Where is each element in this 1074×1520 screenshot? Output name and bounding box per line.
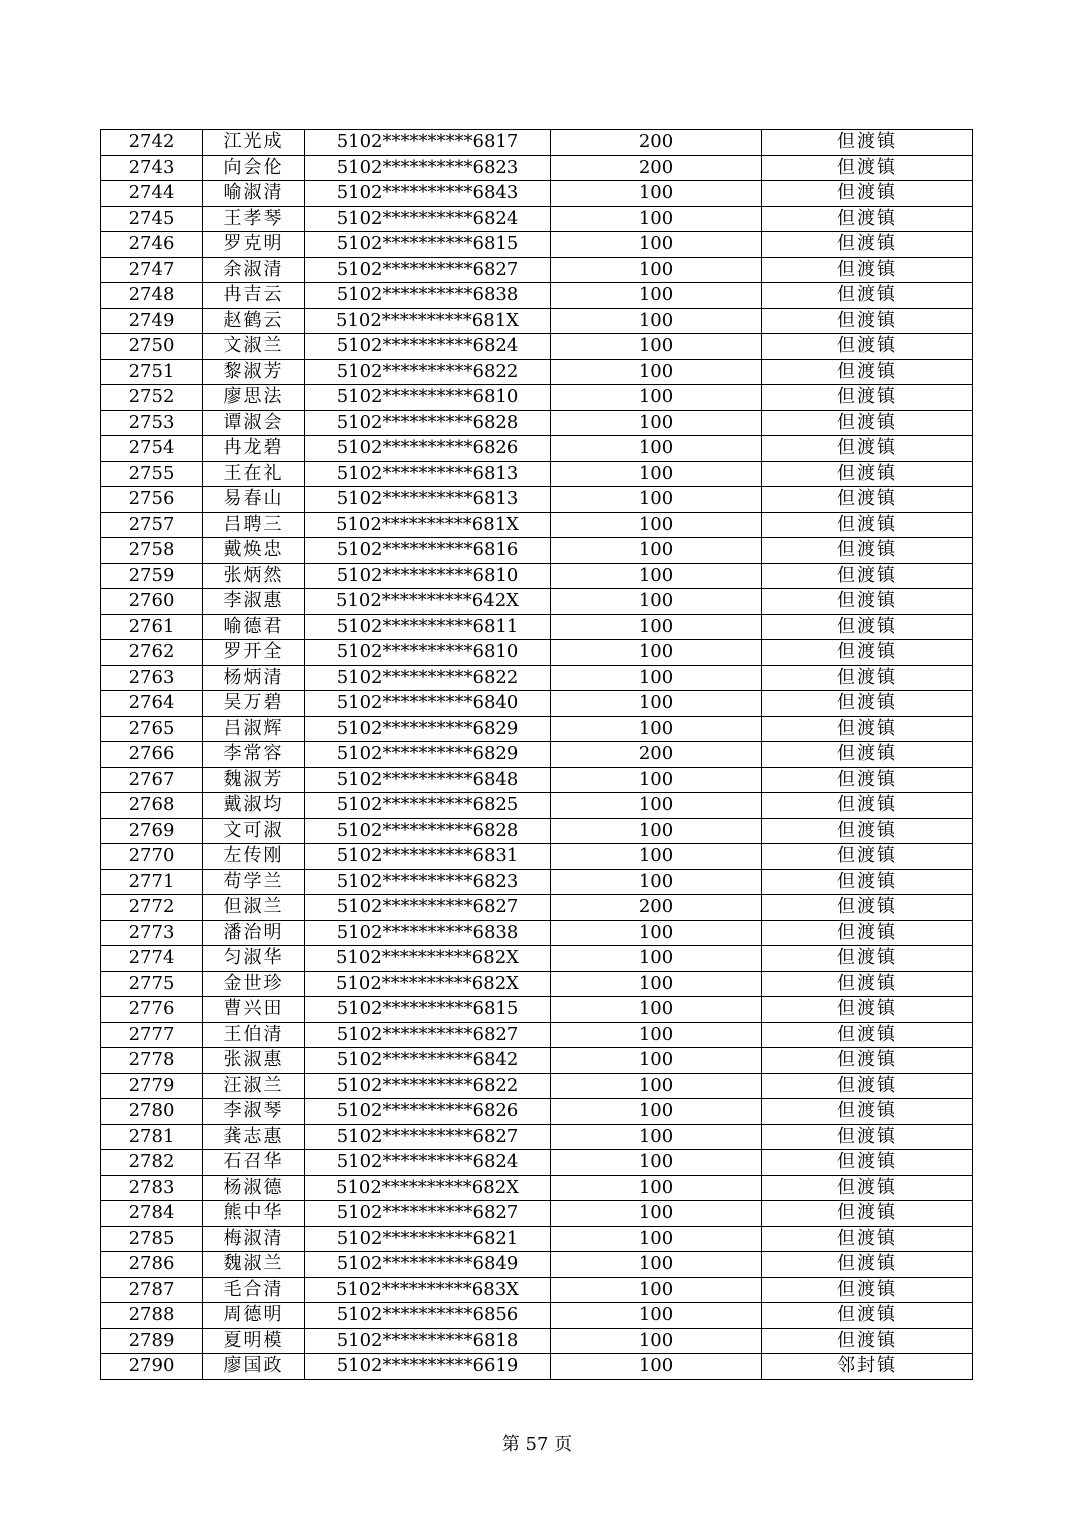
name-cell: 喻淑清	[203, 181, 305, 207]
name-cell: 冉吉云	[203, 283, 305, 309]
id-number-cell: 5102**********682X	[305, 1175, 551, 1201]
town-cell: 邻封镇	[762, 1354, 973, 1380]
id-number-cell: 5102**********6810	[305, 640, 551, 666]
amount-cell: 100	[551, 1354, 762, 1380]
amount-cell: 100	[551, 410, 762, 436]
serial-cell: 2745	[101, 206, 203, 232]
table-row	[101, 742, 973, 768]
serial-cell: 2776	[101, 997, 203, 1023]
town-cell: 但渡镇	[762, 946, 973, 972]
amount-cell: 100	[551, 793, 762, 819]
serial-cell: 2772	[101, 895, 203, 921]
amount-cell: 100	[551, 818, 762, 844]
serial-cell: 2753	[101, 410, 203, 436]
name-cell: 谭淑会	[203, 410, 305, 436]
table-row	[101, 487, 973, 513]
table-row	[101, 181, 973, 207]
table-row	[101, 793, 973, 819]
name-cell: 周德明	[203, 1303, 305, 1329]
serial-cell: 2759	[101, 563, 203, 589]
serial-cell: 2747	[101, 257, 203, 283]
amount-cell: 100	[551, 1201, 762, 1227]
amount-cell: 100	[551, 461, 762, 487]
town-cell: 但渡镇	[762, 1277, 973, 1303]
name-cell: 戴淑均	[203, 793, 305, 819]
amount-cell: 100	[551, 691, 762, 717]
name-cell: 匀淑华	[203, 946, 305, 972]
town-cell: 但渡镇	[762, 1201, 973, 1227]
serial-cell: 2777	[101, 1022, 203, 1048]
id-number-cell: 5102**********682X	[305, 971, 551, 997]
town-cell: 但渡镇	[762, 895, 973, 921]
amount-cell: 100	[551, 997, 762, 1023]
town-cell: 但渡镇	[762, 130, 973, 156]
serial-cell: 2750	[101, 334, 203, 360]
id-number-cell: 5102**********642X	[305, 589, 551, 615]
serial-cell: 2769	[101, 818, 203, 844]
amount-cell: 100	[551, 1277, 762, 1303]
id-number-cell: 5102**********6827	[305, 1201, 551, 1227]
town-cell: 但渡镇	[762, 767, 973, 793]
name-cell: 黎淑芳	[203, 359, 305, 385]
id-number-cell: 5102**********683X	[305, 1277, 551, 1303]
id-number-cell: 5102**********6822	[305, 359, 551, 385]
table-row	[101, 640, 973, 666]
serial-cell: 2752	[101, 385, 203, 411]
amount-cell: 100	[551, 334, 762, 360]
serial-cell: 2773	[101, 920, 203, 946]
serial-cell: 2763	[101, 665, 203, 691]
amount-cell: 100	[551, 1226, 762, 1252]
name-cell: 潘治明	[203, 920, 305, 946]
serial-cell: 2754	[101, 436, 203, 462]
page-number: 第 57 页	[501, 1434, 573, 1455]
name-cell: 冉龙碧	[203, 436, 305, 462]
name-cell: 易春山	[203, 487, 305, 513]
town-cell: 但渡镇	[762, 232, 973, 258]
name-cell: 金世珍	[203, 971, 305, 997]
amount-cell: 100	[551, 1150, 762, 1176]
name-cell: 文可淑	[203, 818, 305, 844]
amount-cell: 100	[551, 869, 762, 895]
serial-cell: 2751	[101, 359, 203, 385]
serial-cell: 2770	[101, 844, 203, 870]
table-row	[101, 1303, 973, 1329]
amount-cell: 100	[551, 538, 762, 564]
id-number-cell: 5102**********6822	[305, 665, 551, 691]
town-cell: 但渡镇	[762, 334, 973, 360]
id-number-cell: 5102**********6842	[305, 1048, 551, 1074]
table-row	[101, 1201, 973, 1227]
table-row	[101, 1328, 973, 1354]
name-cell: 戴焕忠	[203, 538, 305, 564]
table-row	[101, 385, 973, 411]
town-cell: 但渡镇	[762, 971, 973, 997]
amount-cell: 100	[551, 257, 762, 283]
table-row	[101, 971, 973, 997]
serial-cell: 2790	[101, 1354, 203, 1380]
table-row	[101, 997, 973, 1023]
amount-cell: 100	[551, 436, 762, 462]
id-number-cell: 5102**********6831	[305, 844, 551, 870]
town-cell: 但渡镇	[762, 665, 973, 691]
table-row	[101, 920, 973, 946]
town-cell: 但渡镇	[762, 818, 973, 844]
serial-cell: 2783	[101, 1175, 203, 1201]
town-cell: 但渡镇	[762, 793, 973, 819]
serial-cell: 2768	[101, 793, 203, 819]
amount-cell: 200	[551, 130, 762, 156]
serial-cell: 2761	[101, 614, 203, 640]
id-number-cell: 5102**********6823	[305, 869, 551, 895]
serial-cell: 2787	[101, 1277, 203, 1303]
name-cell: 吕聘三	[203, 512, 305, 538]
amount-cell: 100	[551, 232, 762, 258]
town-cell: 但渡镇	[762, 512, 973, 538]
name-cell: 但淑兰	[203, 895, 305, 921]
serial-cell: 2755	[101, 461, 203, 487]
id-number-cell: 5102**********6827	[305, 1022, 551, 1048]
table-row	[101, 767, 973, 793]
town-cell: 但渡镇	[762, 563, 973, 589]
town-cell: 但渡镇	[762, 716, 973, 742]
id-number-cell: 5102**********6824	[305, 1150, 551, 1176]
town-cell: 但渡镇	[762, 436, 973, 462]
town-cell: 但渡镇	[762, 1124, 973, 1150]
name-cell: 石召华	[203, 1150, 305, 1176]
amount-cell: 100	[551, 614, 762, 640]
table-row	[101, 869, 973, 895]
id-number-cell: 5102**********6815	[305, 232, 551, 258]
name-cell: 杨炳清	[203, 665, 305, 691]
serial-cell: 2765	[101, 716, 203, 742]
table-row	[101, 130, 973, 156]
serial-cell: 2786	[101, 1252, 203, 1278]
serial-cell: 2746	[101, 232, 203, 258]
name-cell: 李常容	[203, 742, 305, 768]
amount-cell: 100	[551, 181, 762, 207]
town-cell: 但渡镇	[762, 410, 973, 436]
id-number-cell: 5102**********6829	[305, 716, 551, 742]
id-number-cell: 5102**********6838	[305, 920, 551, 946]
name-cell: 梅淑清	[203, 1226, 305, 1252]
name-cell: 喻德君	[203, 614, 305, 640]
town-cell: 但渡镇	[762, 1175, 973, 1201]
town-cell: 但渡镇	[762, 1022, 973, 1048]
amount-cell: 100	[551, 1303, 762, 1329]
table-row	[101, 1252, 973, 1278]
town-cell: 但渡镇	[762, 1252, 973, 1278]
table-row	[101, 1226, 973, 1252]
id-number-cell: 5102**********6829	[305, 742, 551, 768]
amount-cell: 100	[551, 1124, 762, 1150]
serial-cell: 2781	[101, 1124, 203, 1150]
name-cell: 龚志惠	[203, 1124, 305, 1150]
name-cell: 王在礼	[203, 461, 305, 487]
amount-cell: 100	[551, 487, 762, 513]
id-number-cell: 5102**********6828	[305, 818, 551, 844]
table-row	[101, 512, 973, 538]
id-number-cell: 5102**********6821	[305, 1226, 551, 1252]
id-number-cell: 5102**********6828	[305, 410, 551, 436]
town-cell: 但渡镇	[762, 385, 973, 411]
town-cell: 但渡镇	[762, 538, 973, 564]
table-row	[101, 818, 973, 844]
serial-cell: 2788	[101, 1303, 203, 1329]
id-number-cell: 5102**********6827	[305, 895, 551, 921]
serial-cell: 2744	[101, 181, 203, 207]
table-row	[101, 461, 973, 487]
table-row	[101, 1099, 973, 1125]
name-cell: 赵鹤云	[203, 308, 305, 334]
table-row	[101, 232, 973, 258]
town-cell: 但渡镇	[762, 640, 973, 666]
town-cell: 但渡镇	[762, 742, 973, 768]
town-cell: 但渡镇	[762, 308, 973, 334]
serial-cell: 2779	[101, 1073, 203, 1099]
table-row	[101, 563, 973, 589]
amount-cell: 100	[551, 206, 762, 232]
name-cell: 左传刚	[203, 844, 305, 870]
amount-cell: 100	[551, 1175, 762, 1201]
amount-cell: 200	[551, 895, 762, 921]
table-row	[101, 538, 973, 564]
id-number-cell: 5102**********6822	[305, 1073, 551, 1099]
id-number-cell: 5102**********6849	[305, 1252, 551, 1278]
amount-cell: 200	[551, 742, 762, 768]
town-cell: 但渡镇	[762, 359, 973, 385]
amount-cell: 100	[551, 1048, 762, 1074]
town-cell: 但渡镇	[762, 1303, 973, 1329]
table-row	[101, 716, 973, 742]
roster-body	[101, 130, 973, 1380]
town-cell: 但渡镇	[762, 589, 973, 615]
id-number-cell: 5102**********6619	[305, 1354, 551, 1380]
id-number-cell: 5102**********6843	[305, 181, 551, 207]
id-number-cell: 5102**********6824	[305, 334, 551, 360]
town-cell: 但渡镇	[762, 997, 973, 1023]
town-cell: 但渡镇	[762, 1048, 973, 1074]
name-cell: 吴万碧	[203, 691, 305, 717]
serial-cell: 2775	[101, 971, 203, 997]
name-cell: 王孝琴	[203, 206, 305, 232]
town-cell: 但渡镇	[762, 181, 973, 207]
amount-cell: 100	[551, 665, 762, 691]
name-cell: 魏淑兰	[203, 1252, 305, 1278]
id-number-cell: 5102**********6810	[305, 563, 551, 589]
table-row	[101, 1124, 973, 1150]
serial-cell: 2780	[101, 1099, 203, 1125]
id-number-cell: 5102**********6827	[305, 1124, 551, 1150]
table-row	[101, 1150, 973, 1176]
serial-cell: 2743	[101, 155, 203, 181]
name-cell: 夏明模	[203, 1328, 305, 1354]
table-row	[101, 1048, 973, 1074]
table-row	[101, 436, 973, 462]
table-row	[101, 844, 973, 870]
id-number-cell: 5102**********681X	[305, 308, 551, 334]
name-cell: 吕淑辉	[203, 716, 305, 742]
town-cell: 但渡镇	[762, 155, 973, 181]
name-cell: 王伯清	[203, 1022, 305, 1048]
id-number-cell: 5102**********6838	[305, 283, 551, 309]
amount-cell: 100	[551, 283, 762, 309]
id-number-cell: 5102**********6816	[305, 538, 551, 564]
id-number-cell: 5102**********6848	[305, 767, 551, 793]
table-row	[101, 665, 973, 691]
table-row	[101, 155, 973, 181]
serial-cell: 2758	[101, 538, 203, 564]
amount-cell: 100	[551, 920, 762, 946]
serial-cell: 2767	[101, 767, 203, 793]
serial-cell: 2760	[101, 589, 203, 615]
table-row	[101, 359, 973, 385]
table-row	[101, 589, 973, 615]
table-row	[101, 1277, 973, 1303]
table-row	[101, 691, 973, 717]
name-cell: 毛合清	[203, 1277, 305, 1303]
id-number-cell: 5102**********6817	[305, 130, 551, 156]
amount-cell: 100	[551, 716, 762, 742]
name-cell: 罗克明	[203, 232, 305, 258]
name-cell: 向会伦	[203, 155, 305, 181]
id-number-cell: 5102**********6824	[305, 206, 551, 232]
serial-cell: 2782	[101, 1150, 203, 1176]
town-cell: 但渡镇	[762, 487, 973, 513]
serial-cell: 2766	[101, 742, 203, 768]
name-cell: 廖思法	[203, 385, 305, 411]
table-row	[101, 257, 973, 283]
town-cell: 但渡镇	[762, 1328, 973, 1354]
table-row	[101, 206, 973, 232]
amount-cell: 200	[551, 155, 762, 181]
town-cell: 但渡镇	[762, 844, 973, 870]
serial-cell: 2757	[101, 512, 203, 538]
table-row	[101, 895, 973, 921]
table-row	[101, 1073, 973, 1099]
id-number-cell: 5102**********6810	[305, 385, 551, 411]
town-cell: 但渡镇	[762, 257, 973, 283]
name-cell: 熊中华	[203, 1201, 305, 1227]
amount-cell: 100	[551, 767, 762, 793]
name-cell: 李淑琴	[203, 1099, 305, 1125]
amount-cell: 100	[551, 512, 762, 538]
table-row	[101, 283, 973, 309]
amount-cell: 100	[551, 385, 762, 411]
amount-cell: 100	[551, 308, 762, 334]
id-number-cell: 5102**********6825	[305, 793, 551, 819]
name-cell: 魏淑芳	[203, 767, 305, 793]
id-number-cell: 5102**********681X	[305, 512, 551, 538]
name-cell: 杨淑德	[203, 1175, 305, 1201]
name-cell: 张炳然	[203, 563, 305, 589]
amount-cell: 100	[551, 640, 762, 666]
town-cell: 但渡镇	[762, 691, 973, 717]
id-number-cell: 5102**********6823	[305, 155, 551, 181]
amount-cell: 100	[551, 946, 762, 972]
amount-cell: 100	[551, 359, 762, 385]
town-cell: 但渡镇	[762, 1073, 973, 1099]
name-cell: 罗开全	[203, 640, 305, 666]
id-number-cell: 5102**********6813	[305, 461, 551, 487]
name-cell: 江光成	[203, 130, 305, 156]
name-cell: 余淑清	[203, 257, 305, 283]
amount-cell: 100	[551, 1073, 762, 1099]
amount-cell: 100	[551, 589, 762, 615]
amount-cell: 100	[551, 1252, 762, 1278]
roster-table	[100, 129, 973, 1380]
table-row	[101, 308, 973, 334]
name-cell: 李淑惠	[203, 589, 305, 615]
id-number-cell: 5102**********6826	[305, 436, 551, 462]
serial-cell: 2748	[101, 283, 203, 309]
amount-cell: 100	[551, 844, 762, 870]
table-row	[101, 946, 973, 972]
town-cell: 但渡镇	[762, 920, 973, 946]
town-cell: 但渡镇	[762, 1226, 973, 1252]
town-cell: 但渡镇	[762, 869, 973, 895]
serial-cell: 2749	[101, 308, 203, 334]
serial-cell: 2789	[101, 1328, 203, 1354]
id-number-cell: 5102**********6813	[305, 487, 551, 513]
amount-cell: 100	[551, 1022, 762, 1048]
serial-cell: 2762	[101, 640, 203, 666]
name-cell: 苟学兰	[203, 869, 305, 895]
serial-cell: 2771	[101, 869, 203, 895]
town-cell: 但渡镇	[762, 614, 973, 640]
id-number-cell: 5102**********6811	[305, 614, 551, 640]
table-row	[101, 334, 973, 360]
name-cell: 曹兴田	[203, 997, 305, 1023]
table-row	[101, 1175, 973, 1201]
id-number-cell: 5102**********6826	[305, 1099, 551, 1125]
name-cell: 汪淑兰	[203, 1073, 305, 1099]
town-cell: 但渡镇	[762, 283, 973, 309]
town-cell: 但渡镇	[762, 1150, 973, 1176]
amount-cell: 100	[551, 1328, 762, 1354]
serial-cell: 2784	[101, 1201, 203, 1227]
id-number-cell: 5102**********682X	[305, 946, 551, 972]
id-number-cell: 5102**********6818	[305, 1328, 551, 1354]
serial-cell: 2756	[101, 487, 203, 513]
amount-cell: 100	[551, 971, 762, 997]
id-number-cell: 5102**********6856	[305, 1303, 551, 1329]
table-row	[101, 410, 973, 436]
name-cell: 文淑兰	[203, 334, 305, 360]
amount-cell: 100	[551, 563, 762, 589]
town-cell: 但渡镇	[762, 461, 973, 487]
town-cell: 但渡镇	[762, 1099, 973, 1125]
name-cell: 廖国政	[203, 1354, 305, 1380]
serial-cell: 2778	[101, 1048, 203, 1074]
serial-cell: 2742	[101, 130, 203, 156]
id-number-cell: 5102**********6815	[305, 997, 551, 1023]
serial-cell: 2764	[101, 691, 203, 717]
table-row	[101, 1354, 973, 1380]
id-number-cell: 5102**********6840	[305, 691, 551, 717]
id-number-cell: 5102**********6827	[305, 257, 551, 283]
town-cell: 但渡镇	[762, 206, 973, 232]
table-row	[101, 1022, 973, 1048]
amount-cell: 100	[551, 1099, 762, 1125]
serial-cell: 2774	[101, 946, 203, 972]
name-cell: 张淑惠	[203, 1048, 305, 1074]
serial-cell: 2785	[101, 1226, 203, 1252]
table-row	[101, 614, 973, 640]
